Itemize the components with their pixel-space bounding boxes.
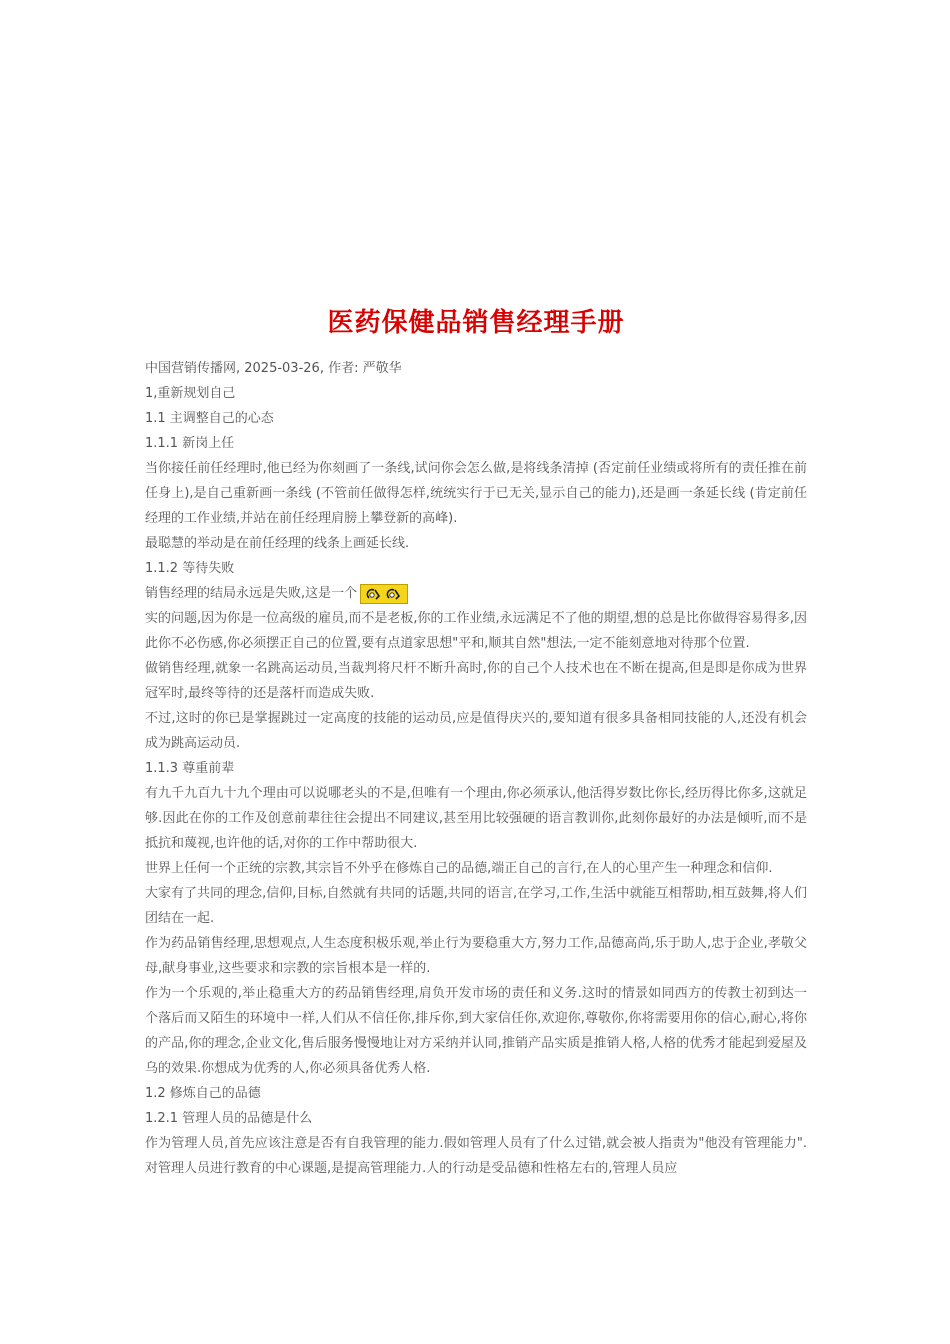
paragraph: 不过,这时的你已是掌握跳过一定高度的技能的运动员,应是值得庆兴的,要知道有很多具备相同技能的人,还没有机会成为跳高运动员.	[145, 711, 807, 751]
broken-image-icon	[360, 584, 408, 604]
heading-1-2-1: 1.2.1 管理人员的品德是什么	[145, 1111, 313, 1126]
heading-1-1-1: 1.1.1 新岗上任	[145, 436, 235, 451]
paragraph-with-image	[145, 581, 807, 606]
heading-1-1-2: 1.1.2 等待失败	[145, 561, 235, 576]
heading-1-2: 1.2 修炼自己的品德	[145, 1086, 261, 1101]
paragraph: 作为管理人员,首先应该注意是否有自我管理的能力.假如管理人员有了什么过错,就会被人指责为"他没有管理能力".对管理人员进行教育的中心课题,是提高管理能力.人的行动是受品德和性格左右的,管理人员应	[145, 1136, 807, 1176]
paragraph: 大家有了共同的理念,信仰,目标,自然就有共同的话题,共同的语言,在学习,工作,生活中就能互相帮助,相互鼓舞,将人们团结在一起.	[145, 886, 807, 926]
heading-1: 1,重新规划自己	[145, 386, 236, 401]
paragraph: 世界上任何一个正统的宗教,其宗旨不外乎在修炼自己的品德,端正自己的言行,在人的心里产生一种理念和信仰.	[145, 861, 773, 876]
paragraph: 实的问题,因为你是一位高级的雇员,而不是老板,你的工作业绩,永远满足不了他的期望,想的总是比你做得容易得多,因此你不必伤感,你必须摆正自己的位置,要有点道家思想"平和,顺其自然"想法,一定不能刻意地对待那个位置.	[145, 611, 807, 651]
paragraph: 做销售经理,就象一名跳高运动员,当裁判将尺杆不断升高时,你的自己个人技术也在不断在提高,但是即是你成为世界冠军时,最终等待的还是落杆而造成失败.	[145, 661, 807, 701]
paragraph-text: 销售经理的结局永远是失败,这是一个	[145, 586, 358, 601]
heading-1-1: 1.1 主调整自己的心态	[145, 411, 274, 426]
article-meta: 中国营销传播网, 2025-03-26, 作者: 严敬华	[145, 361, 402, 376]
heading-1-1-3: 1.1.3 尊重前辈	[145, 761, 235, 776]
paragraph: 作为一个乐观的,举止稳重大方的药品销售经理,肩负开发市场的责任和义务.这时的情景如同西方的传教士初到达一个落后而又陌生的环境中一样,人们从不信任你,排斥你,到大家信任你,欢迎你,尊敬你,你将需要用你的信心,耐心,将你的产品,你的理念,企业文化,售后服务慢慢地让对方采纳并认同,推销产品实质是推销人格,人格的优秀才能起到爱屋及乌的效果.你想成为优秀的人,你必须具备优秀人格.	[145, 986, 807, 1076]
document-title: 医药保健品销售经理手册	[327, 308, 625, 338]
paragraph: 作为药品销售经理,思想观点,人生态度积极乐观,举止行为要稳重大方,努力工作,品德高尚,乐于助人,忠于企业,孝敬父母,献身事业,这些要求和宗教的宗旨根本是一样的.	[145, 936, 807, 976]
paragraph: 当你接任前任经理时,他已经为你刻画了一条线,试问你会怎么做,是将线条清掉 (否定前任业绩或将所有的责任推在前任身上),是自己重新画一条线 (不管前任做得怎样,统统实行于已无关,显示自己的能力),还是画一条延长线 (肯定前任经理的工作业绩,并站在前任经理肩膀上攀登新的高峰).	[145, 461, 807, 526]
paragraph: 最聪慧的举动是在前任经理的线条上画延长线.	[145, 536, 410, 551]
paragraph: 有九千九百九十九个理由可以说哪老头的不是,但唯有一个理由,你必须承认,他活得岁数比你长,经历得比你多,这就足够.因此在你的工作及创意前辈往往会提出不同建议,甚至用比较强硬的语言教训你,此刻你最好的办法是倾听,而不是抵抗和蔑视,也许他的话,对你的工作中帮助很大.	[145, 786, 807, 851]
document-body	[145, 300, 807, 1181]
